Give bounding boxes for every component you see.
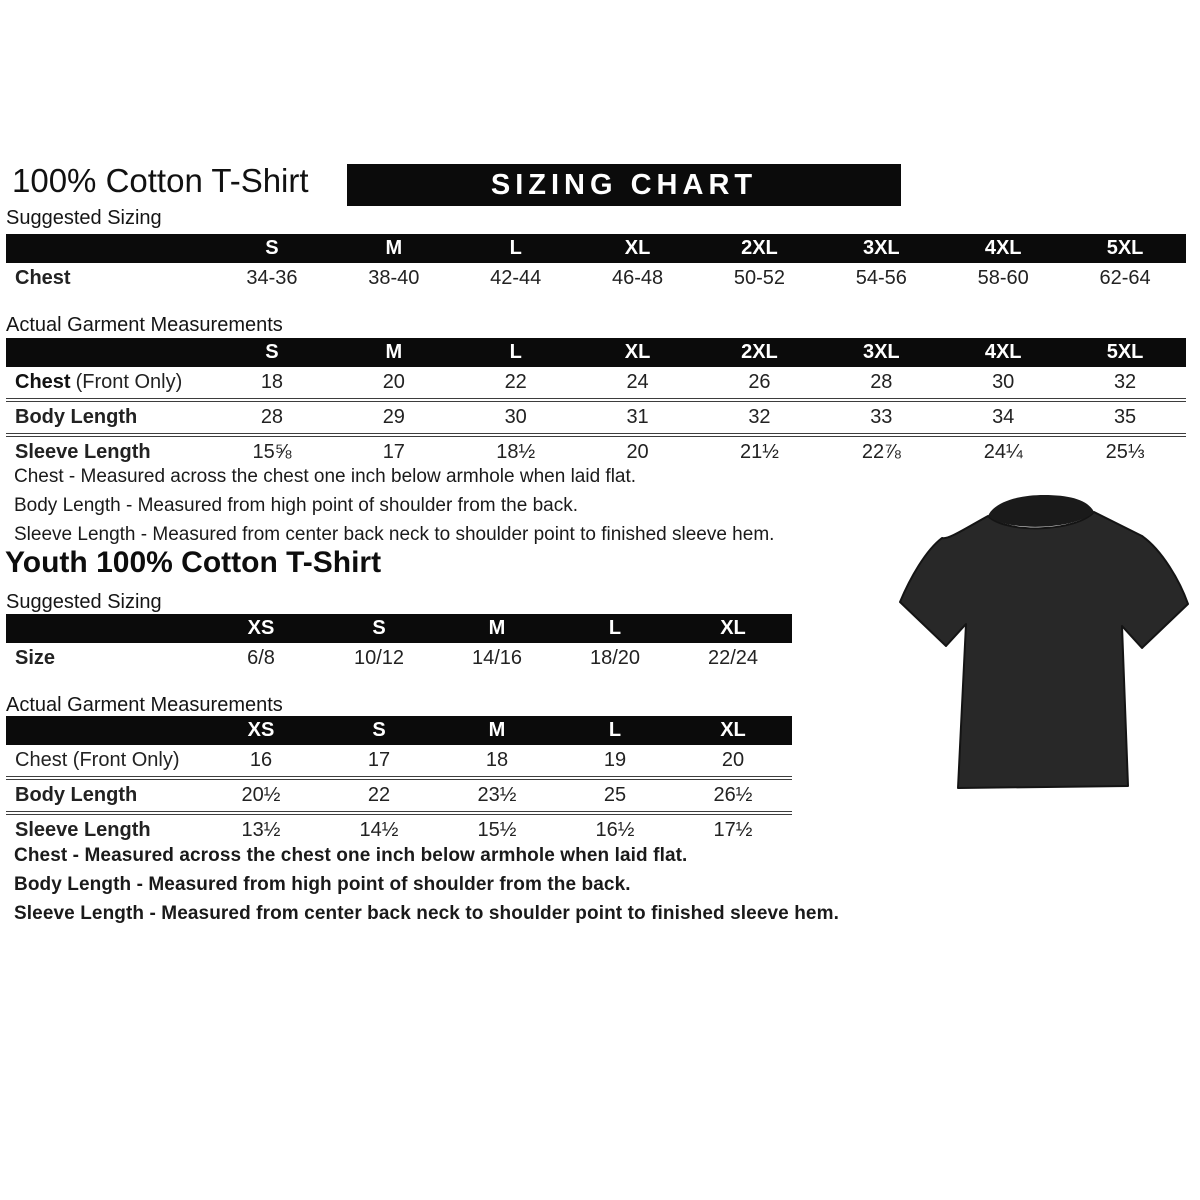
cell: 42-44 bbox=[490, 267, 542, 289]
corner-cell bbox=[6, 338, 211, 367]
cell: 15⅝ bbox=[211, 435, 333, 468]
cell: 29 bbox=[333, 400, 455, 435]
cell: 20 bbox=[577, 435, 699, 468]
tshirt-image bbox=[890, 486, 1200, 808]
cell: 6/8 bbox=[247, 647, 275, 669]
cell: 33 bbox=[820, 400, 942, 435]
cell: 15½ bbox=[438, 813, 556, 846]
cell: 13½ bbox=[202, 813, 320, 846]
size-column-header: 3XL bbox=[820, 338, 942, 367]
note-sleeve-length: Sleeve Length - Measured from center back neck to shoulder point to finished sleeve hem. bbox=[14, 903, 839, 924]
size-column-header: S bbox=[211, 234, 333, 263]
adult-actual-header-row bbox=[6, 338, 1186, 367]
adult-suggested-header-row bbox=[6, 234, 1186, 263]
row-label-sleeve-length: Sleeve Length bbox=[6, 813, 202, 846]
size-column-header: 3XL bbox=[820, 234, 942, 263]
cell: 28 bbox=[870, 371, 893, 393]
cell: 54-56 bbox=[855, 267, 907, 289]
cell: 46-48 bbox=[611, 267, 664, 289]
note-body-length: Body Length - Measured from high point of shoulder from the back. bbox=[14, 874, 631, 895]
cell: 25⅓ bbox=[1064, 435, 1186, 468]
youth-actual-measurements-table bbox=[6, 716, 792, 846]
cell: 32 bbox=[699, 400, 821, 435]
note-sleeve-length: Sleeve Length - Measured from center back neck to shoulder point to finished sleeve hem. bbox=[14, 524, 775, 545]
table-row-body-length bbox=[6, 400, 1186, 435]
cell: 14/16 bbox=[471, 647, 523, 669]
row-label-chest: Chest bbox=[15, 267, 71, 289]
cell: 17 bbox=[333, 435, 455, 468]
cell: 18 bbox=[260, 371, 284, 393]
size-column-header: M bbox=[333, 338, 455, 367]
row-label-chest-front-only bbox=[6, 367, 211, 400]
size-column-header: XL bbox=[577, 234, 699, 263]
row-label-chest-front-only: Chest (Front Only) bbox=[15, 749, 180, 771]
page-title: 100% Cotton T-Shirt bbox=[12, 162, 309, 199]
cell: 16½ bbox=[556, 813, 674, 846]
cell: 30 bbox=[992, 371, 1015, 393]
tshirt-graphic bbox=[890, 486, 1200, 808]
sizing-chart-banner-label: SIZING CHART bbox=[490, 168, 758, 201]
cell: 20½ bbox=[202, 778, 320, 813]
cell: 26 bbox=[748, 371, 771, 393]
row-label-main: Chest bbox=[15, 371, 71, 393]
cell: 35 bbox=[1064, 400, 1186, 435]
cell: 22/24 bbox=[707, 647, 759, 669]
youth-suggested-sizing-table bbox=[6, 614, 792, 674]
table-row-body-length bbox=[6, 778, 792, 813]
cell: 18 bbox=[485, 749, 509, 771]
cell: 22⅞ bbox=[820, 435, 942, 468]
cell: 20 bbox=[721, 749, 745, 771]
youth-actual-measurements-label: Actual Garment Measurements bbox=[6, 694, 283, 716]
table-row-chest bbox=[6, 367, 1186, 400]
size-column-header: 5XL bbox=[1064, 234, 1186, 263]
row-label-suffix: (Front Only) bbox=[75, 371, 183, 393]
row-label-size: Size bbox=[15, 647, 56, 669]
cell: 58-60 bbox=[977, 267, 1029, 289]
size-column-header: M bbox=[438, 716, 556, 745]
cell: 50-52 bbox=[733, 267, 786, 289]
cell: 62-64 bbox=[1099, 267, 1151, 289]
cell: 30 bbox=[455, 400, 577, 435]
table-row-size bbox=[6, 643, 792, 674]
adult-suggested-sizing-table bbox=[6, 234, 1186, 294]
sizing-chart-banner bbox=[347, 164, 901, 206]
youth-suggested-header-row bbox=[6, 614, 792, 643]
size-column-header: L bbox=[455, 338, 577, 367]
size-column-header: M bbox=[333, 234, 455, 263]
size-column-header: S bbox=[320, 716, 438, 745]
corner-cell bbox=[6, 234, 211, 263]
cell: 32 bbox=[1113, 371, 1137, 393]
note-chest: Chest - Measured across the chest one inch below armhole when laid flat. bbox=[14, 466, 637, 487]
cell: 16 bbox=[249, 749, 273, 771]
cell: 18½ bbox=[455, 435, 577, 468]
cell: 25 bbox=[556, 778, 674, 813]
cell: 24 bbox=[626, 371, 649, 393]
size-column-header: S bbox=[320, 614, 438, 643]
tshirt-body bbox=[900, 512, 1188, 788]
size-column-header: L bbox=[556, 716, 674, 745]
corner-cell bbox=[6, 716, 202, 745]
adult-actual-measurements-label: Actual Garment Measurements bbox=[6, 314, 283, 336]
size-column-header: M bbox=[438, 614, 556, 643]
youth-actual-header-row bbox=[6, 716, 792, 745]
cell: 24¼ bbox=[942, 435, 1064, 468]
cell: 22 bbox=[320, 778, 438, 813]
cell: 18/20 bbox=[589, 647, 641, 669]
corner-cell bbox=[6, 614, 202, 643]
cell: 38-40 bbox=[368, 267, 420, 289]
size-column-header: XL bbox=[577, 338, 699, 367]
cell: 17½ bbox=[674, 813, 792, 846]
size-column-header: 4XL bbox=[942, 234, 1064, 263]
table-row bbox=[6, 263, 1186, 294]
cell: 31 bbox=[577, 400, 699, 435]
table-row-chest bbox=[6, 745, 792, 778]
cell: 28 bbox=[211, 400, 333, 435]
size-column-header: L bbox=[455, 234, 577, 263]
cell: 20 bbox=[382, 371, 405, 393]
size-column-header: S bbox=[211, 338, 333, 367]
size-column-header: 5XL bbox=[1064, 338, 1186, 367]
cell: 17 bbox=[367, 749, 391, 771]
row-label-body-length: Body Length bbox=[6, 400, 211, 435]
row-label-body-length: Body Length bbox=[6, 778, 202, 813]
youth-measurement-notes bbox=[14, 841, 839, 928]
size-column-header: 2XL bbox=[699, 234, 821, 263]
cell: 14½ bbox=[320, 813, 438, 846]
cell: 10/12 bbox=[353, 647, 405, 669]
size-column-header: 2XL bbox=[699, 338, 821, 367]
note-body-length: Body Length - Measured from high point of shoulder from the back. bbox=[14, 495, 578, 516]
size-column-header: XS bbox=[202, 716, 320, 745]
adult-suggested-sizing-label: Suggested Sizing bbox=[6, 207, 162, 229]
size-column-header: XL bbox=[674, 614, 792, 643]
cell: 23½ bbox=[438, 778, 556, 813]
note-chest: Chest - Measured across the chest one inch below armhole when laid flat. bbox=[14, 845, 688, 866]
youth-section-title: Youth 100% Cotton T-Shirt bbox=[5, 546, 382, 579]
adult-measurement-notes bbox=[14, 462, 774, 549]
size-column-header: XS bbox=[202, 614, 320, 643]
cell: 19 bbox=[603, 749, 627, 771]
row-label-sleeve-length: Sleeve Length bbox=[6, 435, 211, 468]
cell: 26½ bbox=[674, 778, 792, 813]
youth-suggested-sizing-label: Suggested Sizing bbox=[6, 591, 162, 613]
adult-actual-measurements-table bbox=[6, 338, 1186, 468]
size-column-header: L bbox=[556, 614, 674, 643]
size-column-header: 4XL bbox=[942, 338, 1064, 367]
size-column-header: XL bbox=[674, 716, 792, 745]
cell: 22 bbox=[504, 371, 527, 393]
cell: 34 bbox=[942, 400, 1064, 435]
cell: 34-36 bbox=[246, 267, 298, 289]
cell: 21½ bbox=[699, 435, 821, 468]
